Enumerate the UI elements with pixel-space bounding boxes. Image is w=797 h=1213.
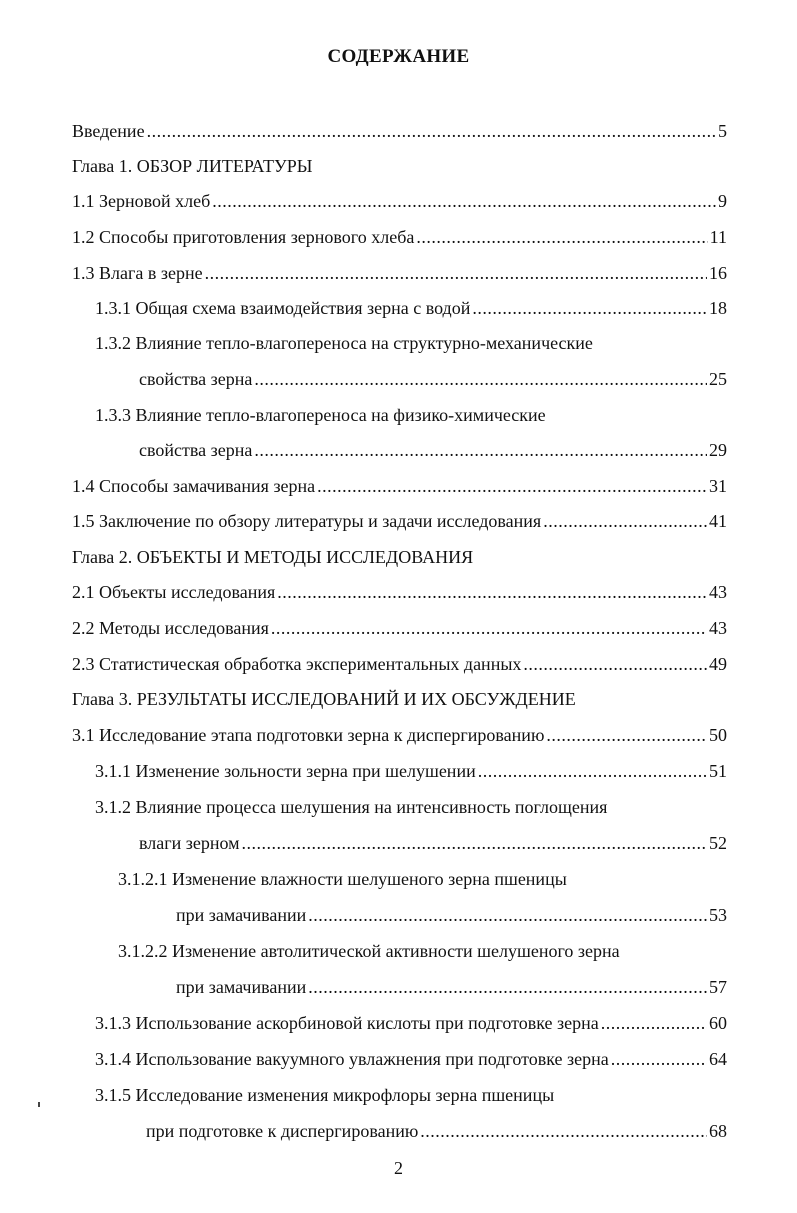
toc-entry-intro [72,120,727,142]
toc-entry-text: Введение [72,121,145,141]
leader-dots [205,262,707,284]
toc-page-number: 18 [709,298,727,318]
leader-dots [523,653,707,675]
toc-entry-1-3-1 [95,297,727,319]
toc-entry-1-3-3-line1: 1.3.3 Влияние тепло-влагопереноса на физико-химические [95,405,546,425]
toc-entry-text: при подготовке к диспергированию [146,1121,419,1141]
toc-entry-2-1 [72,581,727,603]
toc-entry-text: 2.2 Методы исследования [72,618,269,638]
leader-dots [317,475,707,497]
toc-page-number: 57 [709,977,727,997]
toc-entry-1-2 [72,226,727,248]
toc-entry-text: при замачивании [176,977,307,997]
leader-dots [420,1120,707,1142]
leader-dots [277,581,707,603]
toc-page-number: 53 [709,905,727,925]
toc-entry-3-1-4 [95,1048,727,1070]
toc-entry-text: свойства зерна [139,440,253,460]
toc-entry-text: влаги зерном [139,833,240,853]
toc-entry-text: 1.1 Зерновой хлеб [72,191,211,211]
toc-entry-3-1-5 [146,1120,727,1142]
toc-entry-text: при замачивании [176,905,307,925]
toc-entry-2-3 [72,653,727,675]
toc-entry-1-3-2 [139,368,727,390]
leader-dots [601,1012,707,1034]
toc-page-number: 5 [718,121,727,141]
leader-dots [611,1048,707,1070]
leader-dots [472,297,707,319]
leader-dots [147,120,716,142]
toc-page-number: 50 [709,725,727,745]
toc-page-number: 64 [709,1049,727,1069]
toc-page-number: 43 [709,582,727,602]
toc-page-number: 31 [709,476,727,496]
toc-page-number: 25 [709,369,727,389]
toc-entry-3-1-2-2 [176,976,727,998]
toc-page-number: 11 [709,227,727,247]
toc-entry-3-1 [72,724,727,746]
toc-entry-3-1-2-line1: 3.1.2 Влияние процесса шелушения на интенсивность поглощения [95,797,608,817]
toc-entry-text: 1.3.1 Общая схема взаимодействия зерна с водой [95,298,471,318]
toc-entry-1-1 [72,190,727,212]
leader-dots [212,190,716,212]
toc-entry-3-1-5-line1: 3.1.5 Исследование изменения микрофлоры зерна пшеницы [95,1085,555,1105]
toc-page-number: 68 [709,1121,727,1141]
toc-entry-text: свойства зерна [139,369,253,389]
toc-entry-1-3 [72,262,727,284]
toc-entry-text: 1.5 Заключение по обзору литературы и задачи исследования [72,511,542,531]
toc-page-number: 49 [709,654,727,674]
toc-entry-3-1-3 [95,1012,727,1034]
toc-page-number: 16 [709,263,727,283]
toc-entry-text: 1.3 Влага в зерне [72,263,203,283]
leader-dots [546,724,707,746]
chapter-heading-3: Глава 3. РЕЗУЛЬТАТЫ ИССЛЕДОВАНИЙ И ИХ ОБСУЖДЕНИЕ [72,689,576,709]
toc-entry-3-1-2-1-line1: 3.1.2.1 Изменение влажности шелушеного зерна пшеницы [118,869,567,889]
toc-page-number: 41 [709,511,727,531]
toc-entry-text: 3.1.3 Использование аскорбиновой кислоты при подготовке зерна [95,1013,599,1033]
toc-entry-text: 3.1.1 Изменение зольности зерна при шелушении [95,761,476,781]
toc-entry-1-3-2-line1: 1.3.2 Влияние тепло-влагопереноса на структурно-механические [95,333,593,353]
toc-page-number: 9 [718,191,727,211]
leader-dots [254,439,707,461]
toc-entry-text: 2.1 Объекты исследования [72,582,276,602]
toc-entry-text: 1.2 Способы приготовления зернового хлеба [72,227,415,247]
toc-entry-text: 3.1.4 Использование вакуумного увлажнения при подготовке зерна [95,1049,609,1069]
leader-dots [242,832,707,854]
leader-dots [308,976,707,998]
page-number: 2 [394,1158,403,1178]
toc-entry-3-1-1 [95,760,727,782]
scan-speck [38,1102,40,1107]
toc-page-number: 52 [709,833,727,853]
toc-entry-3-1-2-2-line1: 3.1.2.2 Изменение автолитической активности шелушеного зерна [118,941,620,961]
toc-entry-1-3-3 [139,439,727,461]
page-title: СОДЕРЖАНИЕ [327,46,470,67]
leader-dots [308,904,707,926]
leader-dots [478,760,707,782]
toc-page-number: 29 [709,440,727,460]
toc-entry-1-4 [72,475,727,497]
toc-page-number: 60 [709,1013,727,1033]
toc-entry-text: 1.4 Способы замачивания зерна [72,476,316,496]
toc-page-number: 51 [709,761,727,781]
toc-entry-3-1-2 [139,832,727,854]
leader-dots [416,226,707,248]
chapter-heading-2: Глава 2. ОБЪЕКТЫ И МЕТОДЫ ИССЛЕДОВАНИЯ [72,547,474,567]
toc-entry-text: 3.1 Исследование этапа подготовки зерна к диспергированию [72,725,545,745]
toc-page-number: 43 [709,618,727,638]
leader-dots [254,368,707,390]
toc-entry-text: 2.3 Статистическая обработка экспериментальных данных [72,654,522,674]
toc-entry-1-5 [72,510,727,532]
leader-dots [271,617,707,639]
leader-dots [543,510,707,532]
toc-entry-3-1-2-1 [176,904,727,926]
chapter-heading-1: Глава 1. ОБЗОР ЛИТЕРАТУРЫ [72,156,313,176]
toc-entry-2-2 [72,617,727,639]
